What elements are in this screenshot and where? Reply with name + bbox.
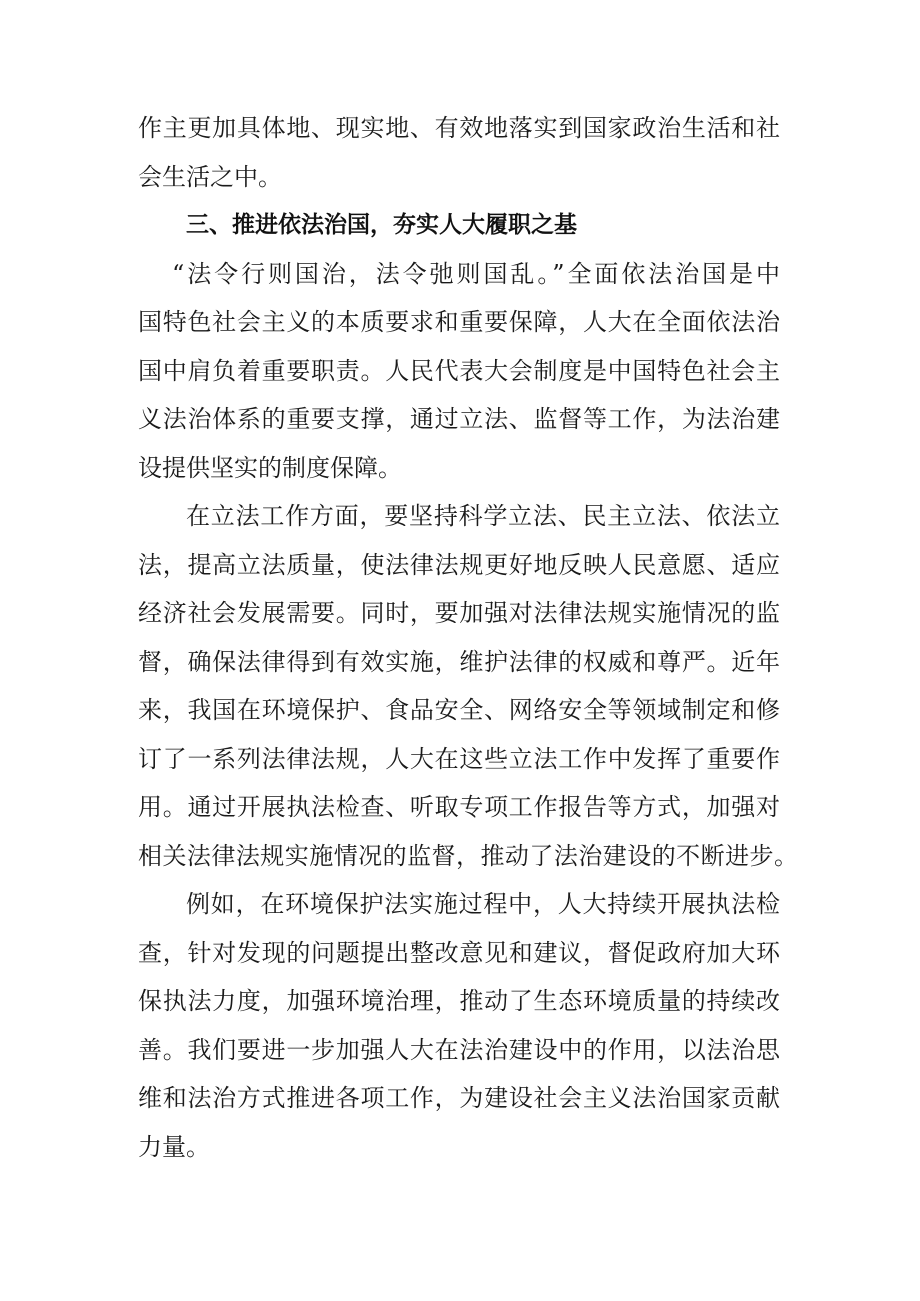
paragraph-4-line-6: 力量。 (138, 1133, 210, 1161)
paragraph-3-line-3: 经济社会发展需要。同时，要加强对法律法规实施情况的监 (138, 599, 780, 627)
paragraph-2-line-5: 设提供坚实的制度保障。 (138, 454, 402, 482)
paragraph-4-line-5: 维和法治方式推进各项工作，为建设社会主义法治国家贡献 (138, 1084, 780, 1112)
paragraph-2-line-4: 义法治体系的重要支撑，通过立法、监督等工作，为法治建 (138, 405, 780, 433)
paragraph-4-line-3: 保执法力度，加强环境治理，推动了生态环境质量的持续改 (138, 987, 780, 1015)
paragraph-3-line-5: 来，我国在环境保护、食品安全、网络安全等领域制定和修 (138, 696, 780, 724)
paragraph-4-line-4: 善。我们要进一步加强人大在法治建设中的作用，以法治思 (138, 1036, 780, 1064)
paragraph-3-line-6: 订了一系列法律法规，人大在这些立法工作中发挥了重要作 (138, 745, 780, 773)
paragraph-2-line-2: 国特色社会主义的本质要求和重要保障，人大在全面依法治 (138, 308, 780, 336)
paragraph-3-line-8: 相关法律法规实施情况的监督，推动了法治建设的不断进步。 (138, 842, 798, 870)
paragraph-4-line-2: 查，针对发现的问题提出整改意见和建议，督促政府加大环 (138, 939, 780, 967)
paragraph-4-line-1: 例如，在环境保护法实施过程中，人大持续开展执法检 (186, 890, 780, 918)
paragraph-2-line-1: “法令行则国治，法令弛则国乱。”全面依法治国是中 (172, 260, 780, 288)
paragraph-2-line-3: 国中肩负着重要职责。人民代表大会制度是中国特色社会主 (138, 357, 780, 385)
paragraph-3-line-2: 法，提高立法质量，使法律法规更好地反映人民意愿、适应 (138, 551, 780, 579)
paragraph-1-line-2: 会生活之中。 (138, 163, 282, 191)
paragraph-1-line-1: 作主更加具体地、现实地、有效地落实到国家政治生活和社 (138, 114, 780, 142)
paragraph-3-line-4: 督，确保法律得到有效实施，维护法律的权威和尊严。近年 (138, 648, 780, 676)
paragraph-3-line-1: 在立法工作方面，要坚持科学立法、民主立法、依法立 (186, 502, 780, 530)
section-heading: 三、推进依法治国，夯实人大履职之基 (186, 212, 577, 238)
paragraph-3-line-7: 用。通过开展执法检查、听取专项工作报告等方式，加强对 (138, 793, 780, 821)
